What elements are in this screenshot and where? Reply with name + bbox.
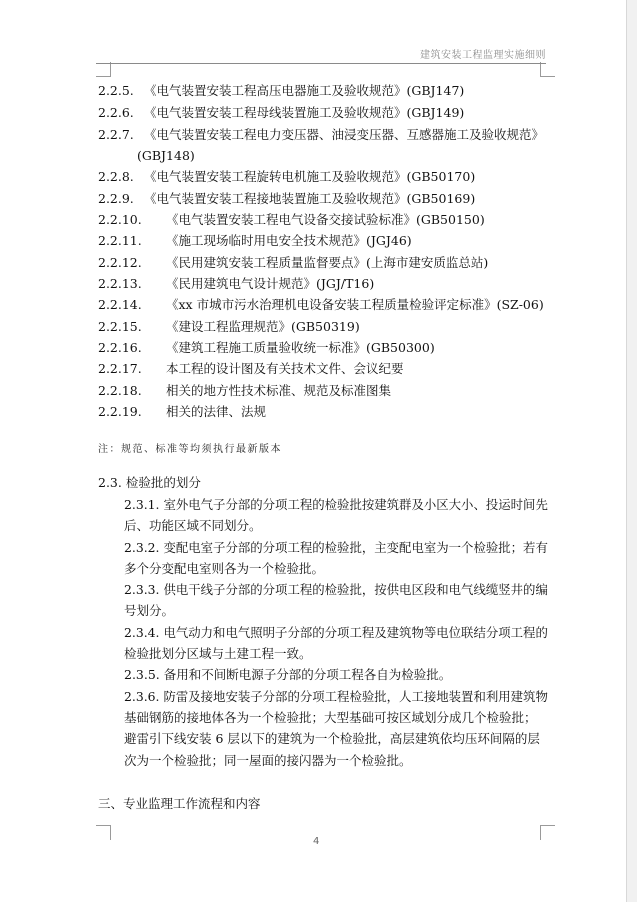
clause-line: 避雷引下线安装 6 层以下的建筑为一个检验批，高层建筑依均压环间隔的层 bbox=[124, 731, 540, 746]
section-heading: 三、专业监理工作流程和内容 bbox=[98, 796, 261, 811]
reference-item: 2.2.12. 《民用建筑安装工程质量监督要点》(上海市建安质监总站) bbox=[98, 255, 489, 270]
page-number: 4 bbox=[313, 836, 320, 847]
clause-line: 多个分变配电室则各为一个检验批。 bbox=[124, 561, 325, 576]
clause-line: 号划分。 bbox=[124, 603, 175, 618]
reference-item: 2.2.10. 《电气装置安装工程电气设备交接试验标准》(GB50150) bbox=[98, 212, 485, 227]
crop-mark-top-right bbox=[540, 62, 555, 77]
clause-line: 2.3.3. 供电干线子分部的分项工程的检验批，按供电区段和电气线缆竖井的编 bbox=[124, 582, 548, 597]
clause-line: 2.3.5. 备用和不间断电源子分部的分项工程各自为检验批。 bbox=[124, 667, 452, 682]
reference-item: 2.2.19. 相关的法律、法规 bbox=[98, 404, 267, 419]
crop-mark-bottom-right bbox=[540, 825, 555, 840]
crop-mark-top-left bbox=[96, 62, 111, 77]
reference-item: 2.2.13. 《民用建筑电气设计规范》(JGJ/T16) bbox=[98, 276, 375, 291]
reference-item: 2.2.18. 相关的地方性技术标准、规范及标准图集 bbox=[98, 383, 392, 398]
reference-item: 2.2.6. 《电气装置安装工程母线装置施工及验收规范》(GBJ149) bbox=[98, 105, 465, 120]
clause-line: 检验批划分区域与土建工程一致。 bbox=[124, 646, 312, 661]
reference-item-continuation: (GBJ148) bbox=[137, 148, 195, 163]
clause-line: 2.3.1. 室外电气子分部的分项工程的检验批按建筑群及小区大小、投运时间先 bbox=[124, 497, 548, 512]
clause-line: 2.3.4. 电气动力和电气照明子分部的分项工程及建筑物等电位联结分项工程的 bbox=[124, 625, 548, 640]
reference-item: 2.2.11. 《施工现场临时用电安全技术规范》(JGJ46) bbox=[98, 233, 412, 248]
page-header: 建筑安装工程监理实施细则 bbox=[96, 46, 546, 64]
page-edge bbox=[626, 0, 637, 902]
reference-item: 2.2.15. 《建设工程监理规范》(GB50319) bbox=[98, 319, 360, 334]
reference-item: 2.2.16. 《建筑工程施工质量验收统一标准》(GB50300) bbox=[98, 340, 435, 355]
reference-item: 2.2.8. 《电气装置安装工程旋转电机施工及验收规范》(GB50170) bbox=[98, 169, 476, 184]
crop-mark-bottom-left bbox=[96, 825, 111, 840]
section-heading: 2.3. 检验批的划分 bbox=[98, 475, 201, 490]
reference-item: 2.2.5. 《电气装置安装工程高压电器施工及验收规范》(GBJ147) bbox=[98, 83, 465, 98]
clause-line: 2.3.2. 变配电室子分部的分项工程的检验批，主变配电室为一个检验批；若有 bbox=[124, 540, 548, 555]
clause-line: 基础钢筋的接地体各为一个检验批；大型基础可按区域划分成几个检验批； bbox=[124, 710, 537, 725]
reference-item: 2.2.9. 《电气装置安装工程接地装置施工及验收规范》(GB50169) bbox=[98, 191, 476, 206]
reference-item: 2.2.7. 《电气装置安装工程电力变压器、油浸变压器、互感器施工及验收规范》 bbox=[98, 127, 545, 142]
reference-item: 2.2.14. 《xx 市城市污水治理机电设备安装工程质量检验评定标准》(SZ-06) bbox=[98, 297, 544, 312]
clause-line: 后、功能区域不同划分。 bbox=[124, 518, 262, 533]
clause-line: 次为一个检验批；同一屋面的接闪器为一个检验批。 bbox=[124, 753, 412, 768]
clause-line: 2.3.6. 防雷及接地安装子分部的分项工程检验批，人工接地装置和利用建筑物 bbox=[124, 689, 548, 704]
reference-item: 2.2.17. 本工程的设计图及有关技术文件、会议纪要 bbox=[98, 361, 404, 376]
standards-note: 注：规范、标准等均须执行最新版本 bbox=[98, 444, 282, 455]
